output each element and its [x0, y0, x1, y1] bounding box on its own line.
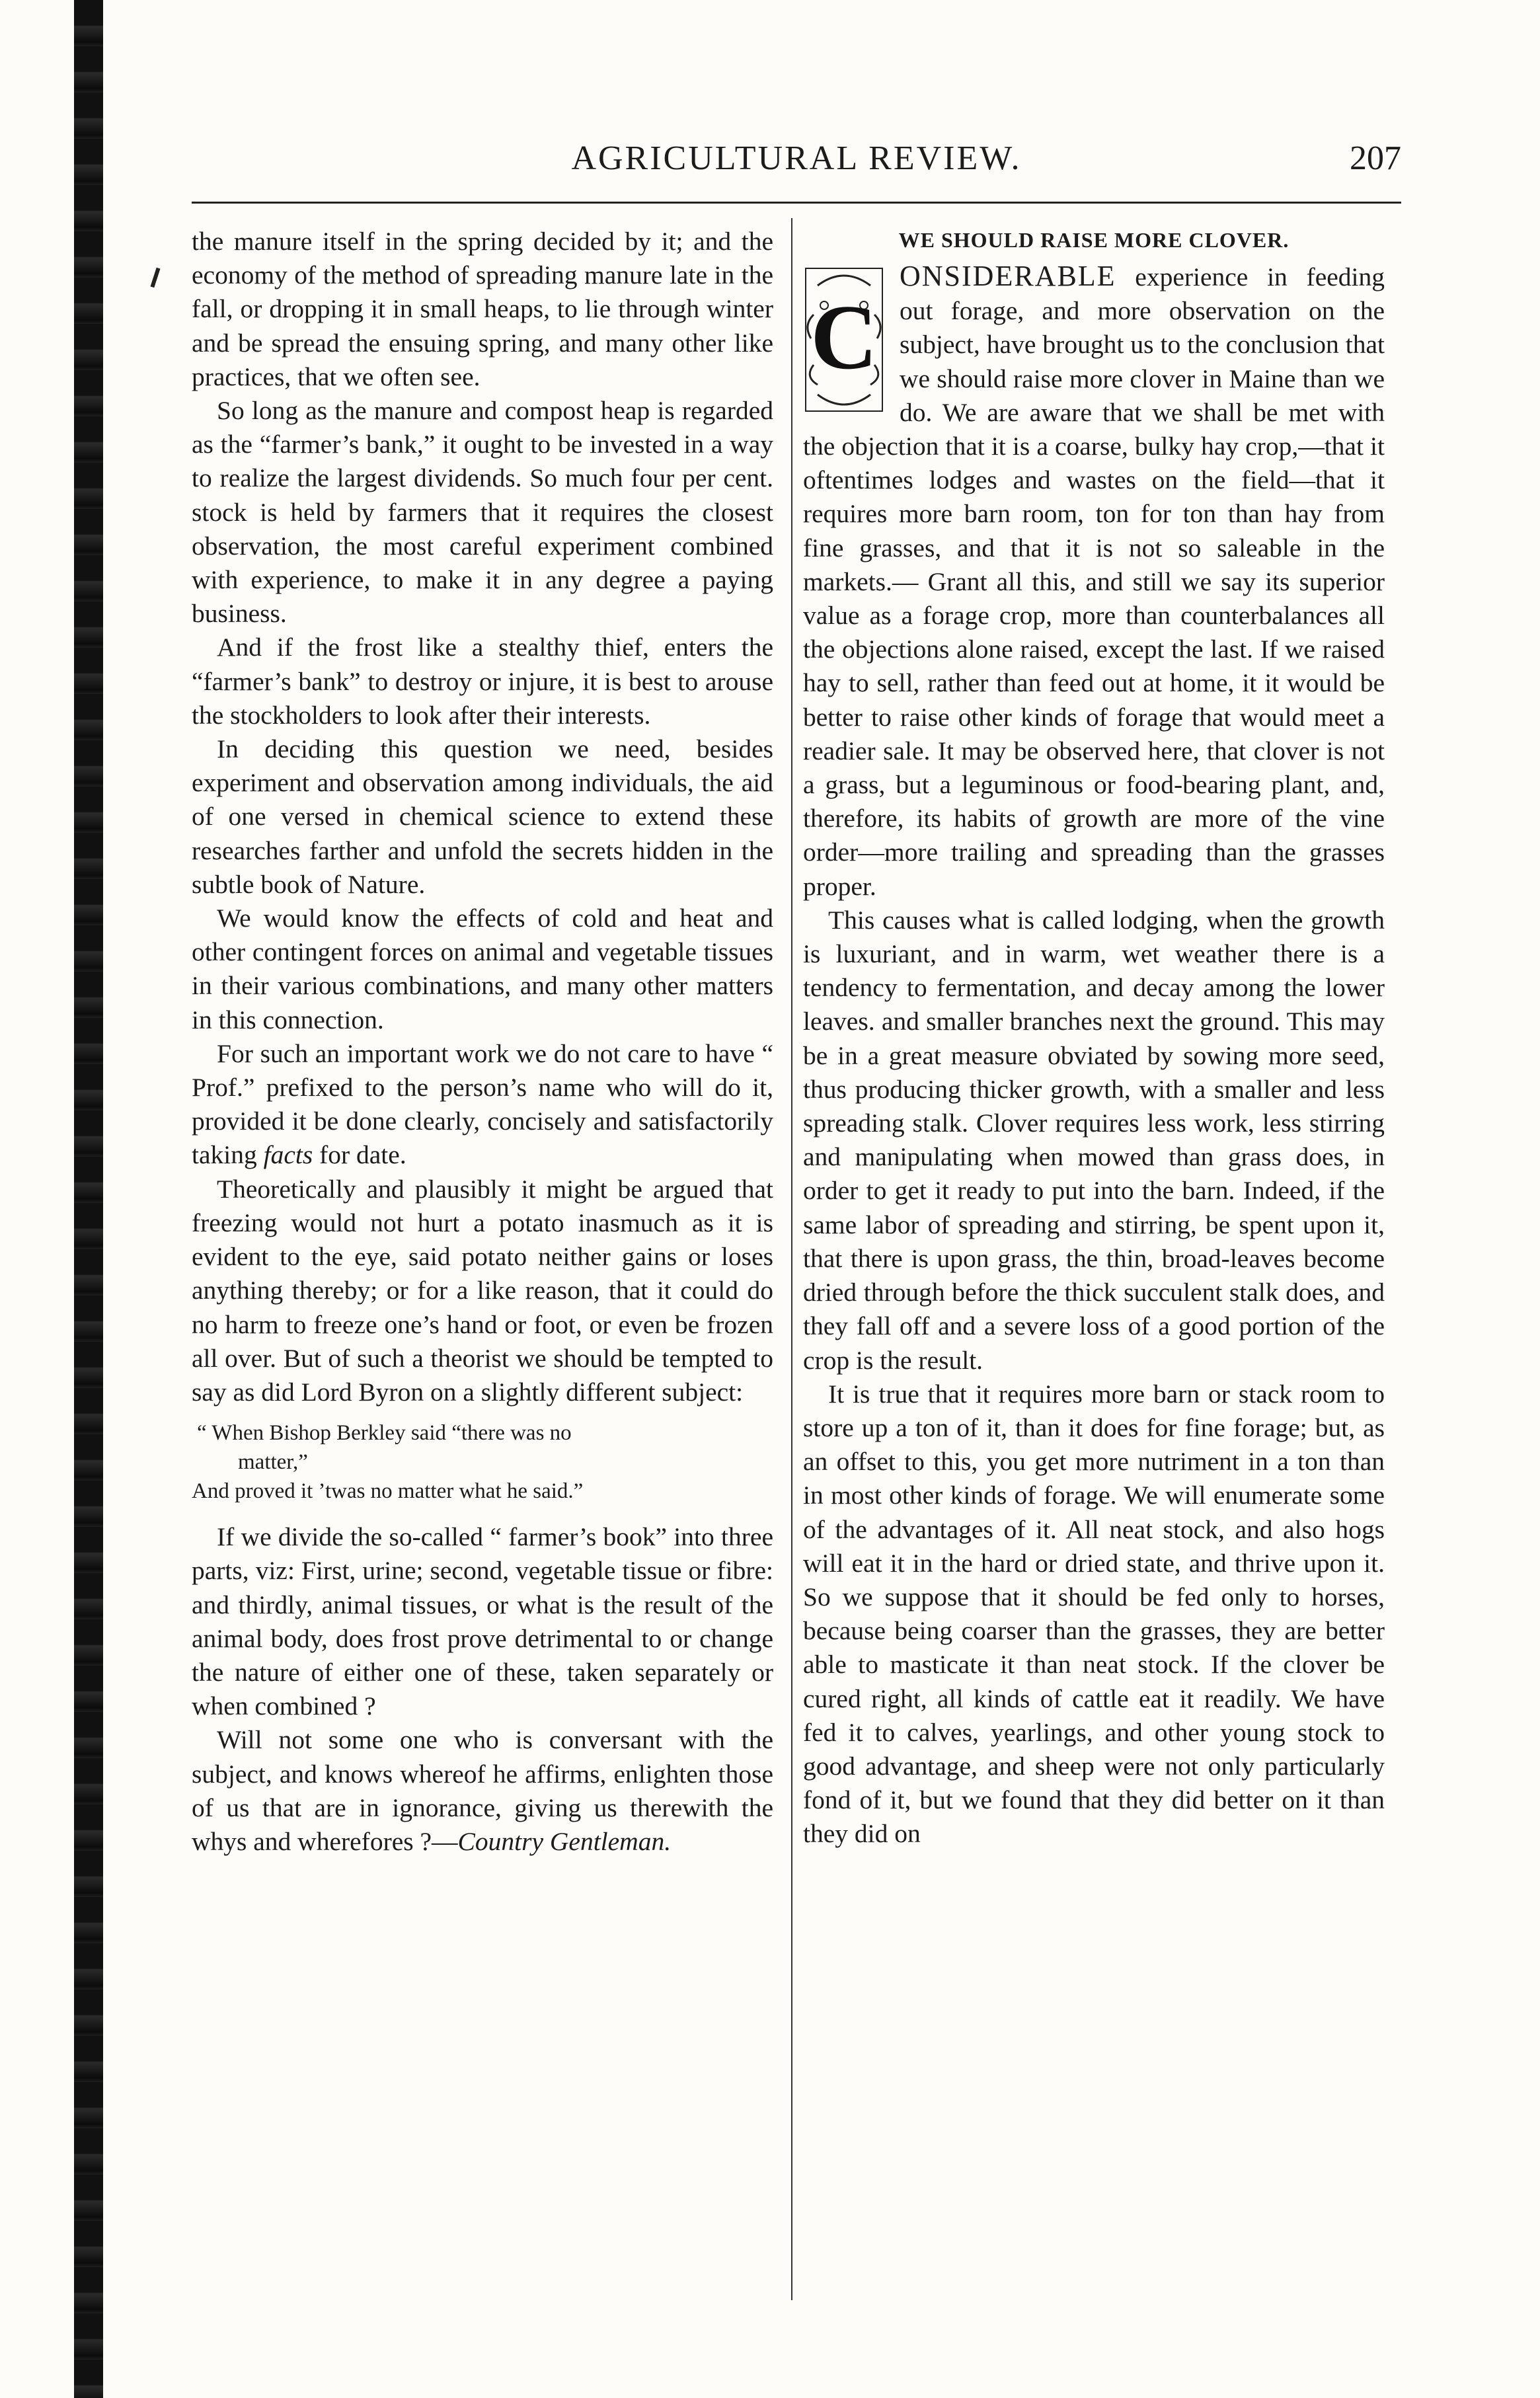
paragraph: It is true that it requires more barn or stack room to store up a ton of it, than it does for fine forage; but, as an offset to this, you get more nutriment in a ton than in most other kinds of forage. We will enumerate some of the advantages of it. All neat stock, and also hogs will eat it in the hard or dried state, and thrive upon it. So we suppose that it should be fed only to horses, because being coarser than the grasses, they are better able to masticate it than neat stock. If the clover be cured right, all kinds of cattle eat it readily. We have fed it to calves, yearlings, and other young stock to good advantage, and sheep were not only particularly fond of it, but we found that they did better on it than they did on — [803, 1379, 1385, 1849]
left-column — [192, 225, 773, 1859]
paragraph-text: experience in feeding out forage, and more observation on the subject, have brought us to the conclusion that we should raise more clover in Maine than we do. We are aware that we shall be met with the objection that it is a coarse, bulky hay crop,—that it oftentimes lodges and wastes on the field—that it requires more barn room, ton for ton than hay from fine grasses, and that it is not so saleable in the markets.— Grant all this, and still we say its superior value as a forage crop, more than counterbalances all the objections alone raised, except the last. If we raised hay to sell, rather than feed out at home, it it would be better to raise other kinds of forage that would meet a readier sale. It may be observed here, that clover is not a grass, but a leguminous or food-bearing plant, and, therefore, its habits of growth are more of the vine order—more trailing and spreading than the grasses proper. — [803, 262, 1385, 901]
quote-line: And proved it ’twas no matter what he said.” — [192, 1479, 584, 1504]
paragraph: If we divide the so-called “ farmer’s book” into three parts, viz: First, urine; second, vegetable tissue or fibre: and thirdly, animal tissues, or what is the result of the animal body, does frost prove detrimental to or change the nature of either one of these, taken separately or when combined ? — [192, 1522, 773, 1721]
paragraph: In deciding this question we need, besides experiment and observation among individuals, the aid of one versed in chemical science to extend these researches farther and unfold the secrets hidden in the subtle book of Nature. — [192, 734, 773, 899]
lead-word: ONSIDERABLE — [900, 260, 1116, 292]
paragraph-text: for date. — [313, 1140, 406, 1170]
paragraph — [192, 1723, 773, 1859]
paragraph: So long as the manure and compost heap is regarded as the “farmer’s bank,” it ought to be invested in a way to realize the largest dividends. So much four per cent. stock is held by farmers that it requires the closest observation, the most careful experiment combined with experience, to make it in any degree a paying business. — [192, 396, 773, 629]
paragraph — [803, 259, 1385, 904]
article-title: WE SHOULD RAISE MORE CLOVER. — [898, 228, 1290, 252]
paragraph-text: For such an important work we do not care to have “ Prof.” prefixed to the person’s name who will do it, provided it be done clearly, concisely and satisfactorily taking — [192, 1038, 773, 1170]
column-divider — [791, 218, 792, 2300]
italic-word: facts — [263, 1140, 313, 1170]
ornamental-dropcap — [798, 259, 890, 421]
paragraph — [192, 1037, 773, 1173]
quote-line: matter,” — [238, 1450, 308, 1475]
running-title: AGRICULTURAL REVIEW. — [571, 139, 1022, 177]
page-header — [192, 139, 1401, 192]
source-attribution: Country Gentleman. — [457, 1826, 672, 1856]
page-number: 207 — [1350, 139, 1401, 177]
stray-ink-mark — [151, 268, 161, 288]
paragraph: This causes what is called lodging, when the growth is luxuriant, and in warm, wet weather there is a tendency to fermentation, and decay among the lower leaves. and smaller branches next the ground. This may be in a great measure obviated by sowing more seed, thus producing thicker growth, with a smaller and less spreading stalk. Clover requires less work, less stirring and manipulating when mowed than grass does, in order to get it ready to put into the barn. Indeed, if the same labor of spreading and stirring, be spent upon it, that there is upon grass, the thin, broad-leaves become dried through before the thick succulent stalk does, and they fall off and a severe loss of a good portion of the crop is the result. — [803, 905, 1385, 1375]
right-column — [803, 225, 1385, 1851]
paragraph-text: Will not some one who is conversant with the subject, and knows whereof he affirms, enlighten those of us that are in ignorance, giving us therewith the whys and wherefores ?— — [192, 1725, 773, 1856]
byron-quote — [192, 1418, 773, 1506]
paragraph: Theoretically and plausibly it might be argued that freezing would not hurt a potato inasmuch as it is evident to the eye, said potato neither gains or loses anything thereby; or for a like reason, that it could do no harm to freeze one’s hand or foot, or even be frozen all over. But of such a theorist we should be tempted to say as did Lord Byron on a slightly different subject: — [192, 1174, 773, 1407]
dropcap-ornament-icon — [798, 259, 890, 421]
quote-line: “ When Bishop Berkley said “there was no — [197, 1421, 572, 1446]
header-rule — [192, 202, 1401, 204]
paragraph: And if the frost like a stealthy thief, enters the “farmer’s bank” to destroy or injure, it is best to arouse the stockholders to look after their interests. — [192, 633, 773, 730]
paragraph: the manure itself in the spring decided by it; and the economy of the method of spreading manure late in the fall, or dropping it in small heaps, to lie through winter and be spread the ensuing spring, and many other like practices, that we often see. — [192, 227, 773, 391]
dropcap-letter: C — [810, 286, 878, 389]
binding-edge — [74, 0, 103, 2398]
paragraph: We would know the effects of cold and heat and other contingent forces on animal and vegetable tissues in their various combinations, and many other matters in this connection. — [192, 904, 773, 1034]
